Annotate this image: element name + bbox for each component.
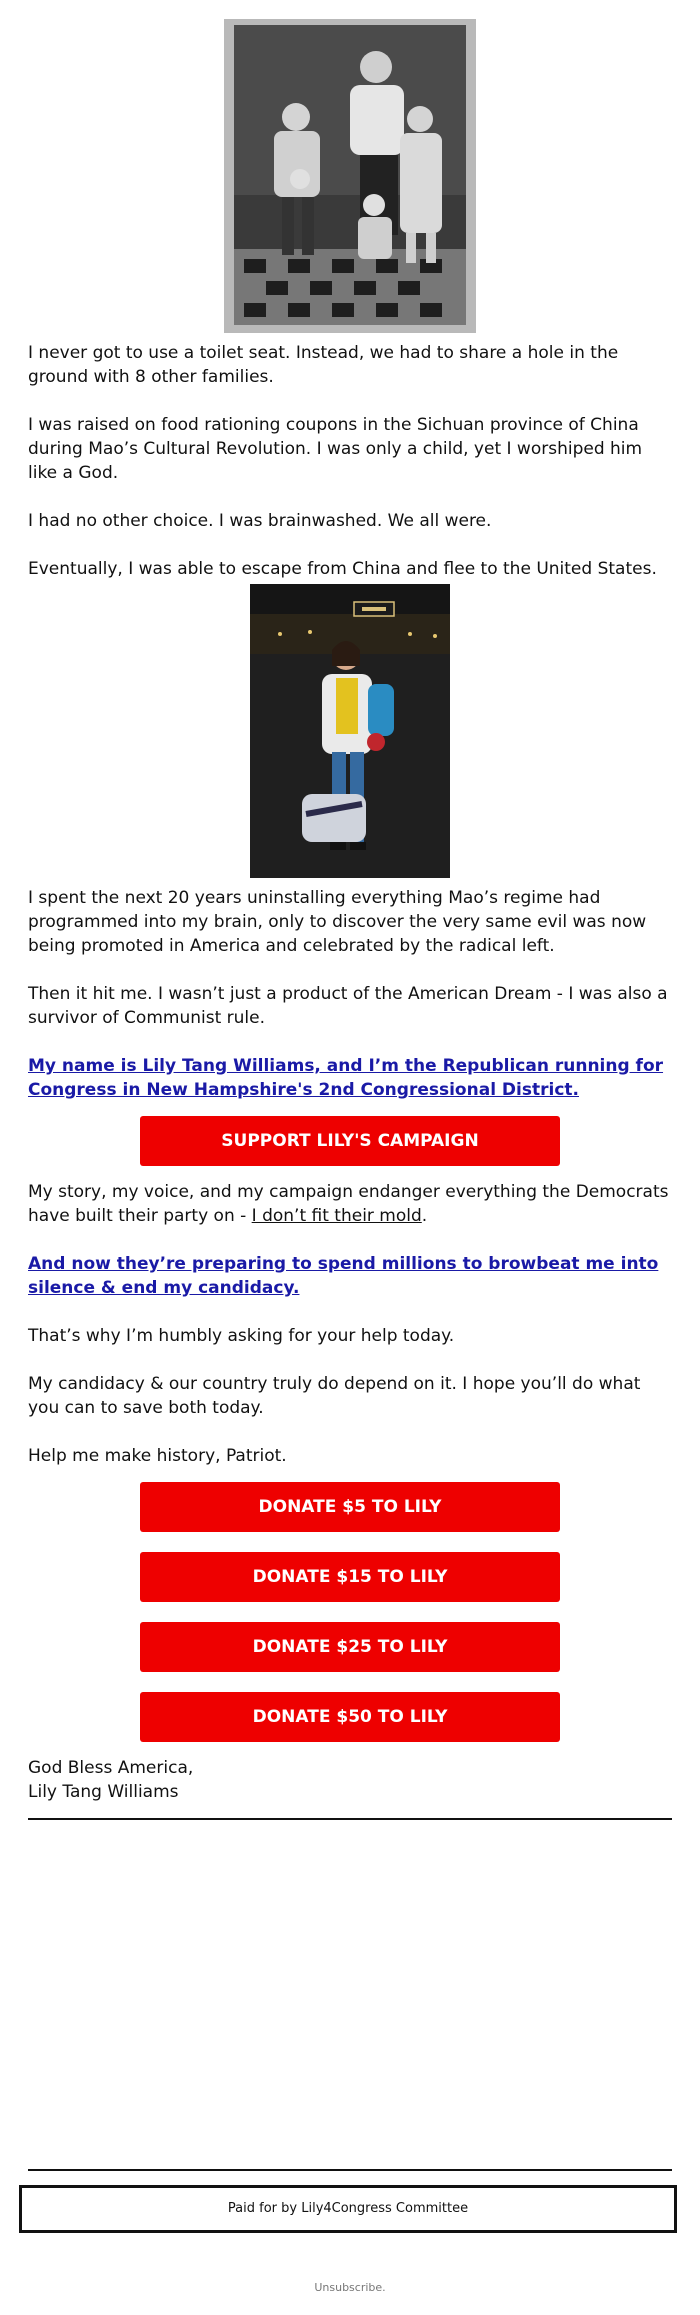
donate-50-button[interactable]: DONATE $50 TO LILY bbox=[140, 1692, 560, 1742]
airport-arrival-illustration bbox=[250, 584, 450, 878]
story-paragraph: Help me make history, Patriot. bbox=[28, 1446, 287, 1466]
story-paragraph: Then it hit me. I wasn’t just a product of the American Dream - I was also a survivor of Communist rule. bbox=[28, 984, 668, 1028]
story-paragraph: I was raised on food rationing coupons in the Sichuan province of China during Mao’s Cultural Revolution. I was only a child, yet I worshiped him like a God. bbox=[28, 415, 643, 483]
story-paragraph: I had no other choice. I was brainwashed. We all were. bbox=[28, 511, 492, 531]
story-paragraph: Eventually, I was able to escape from China and flee to the United States. bbox=[28, 559, 657, 579]
story-paragraph: That’s why I’m humbly asking for your help today. bbox=[28, 1326, 455, 1346]
airport-arrival-photo bbox=[250, 584, 450, 878]
story-paragraph: I never got to use a toilet seat. Instead, we had to share a hole in the ground with 8 other families. bbox=[28, 343, 619, 387]
support-campaign-button[interactable]: SUPPORT LILY'S CAMPAIGN bbox=[140, 1116, 560, 1166]
mold-text-underlined: I don’t fit their mold bbox=[251, 1206, 422, 1226]
family-portrait-illustration bbox=[224, 19, 476, 333]
story-paragraph: My candidacy & our country truly do depend on it. I hope you’ll do what you can to save both today. bbox=[28, 1374, 641, 1418]
candidate-intro-link[interactable]: My name is Lily Tang Williams, and I’m the Republican running for Congress in New Hampshire's 2nd Congressional District. bbox=[28, 1056, 664, 1100]
story-paragraph: I spent the next 20 years uninstalling everything Mao’s regime had programmed into my brain, only to discover the very same evil was now being promoted in America and celebrated by the radical left. bbox=[28, 888, 647, 956]
family-portrait-photo bbox=[224, 19, 476, 333]
mold-text-before: My story, my voice, and my campaign endanger everything the Democrats have built their party on - bbox=[28, 1182, 669, 1226]
story-paragraph bbox=[28, 1180, 672, 1228]
silence-candidacy-link[interactable]: And now they’re preparing to spend millions to browbeat me into silence & end my candidacy. bbox=[28, 1254, 659, 1298]
footer-divider bbox=[28, 2169, 672, 2171]
email-body bbox=[28, 19, 672, 1820]
donate-15-button[interactable]: DONATE $15 TO LILY bbox=[140, 1552, 560, 1602]
mold-text-after: . bbox=[421, 1206, 428, 1226]
signoff-line: God Bless America, bbox=[28, 1758, 194, 1778]
unsubscribe-link[interactable]: Unsubscribe. bbox=[314, 2281, 386, 2294]
paid-for-disclaimer: Paid for by Lily4Congress Committee bbox=[19, 2185, 677, 2233]
signoff-signature: Lily Tang Williams bbox=[28, 1782, 179, 1802]
donate-25-button[interactable]: DONATE $25 TO LILY bbox=[140, 1622, 560, 1672]
donate-5-button[interactable]: DONATE $5 TO LILY bbox=[140, 1482, 560, 1532]
divider bbox=[28, 1818, 672, 1820]
